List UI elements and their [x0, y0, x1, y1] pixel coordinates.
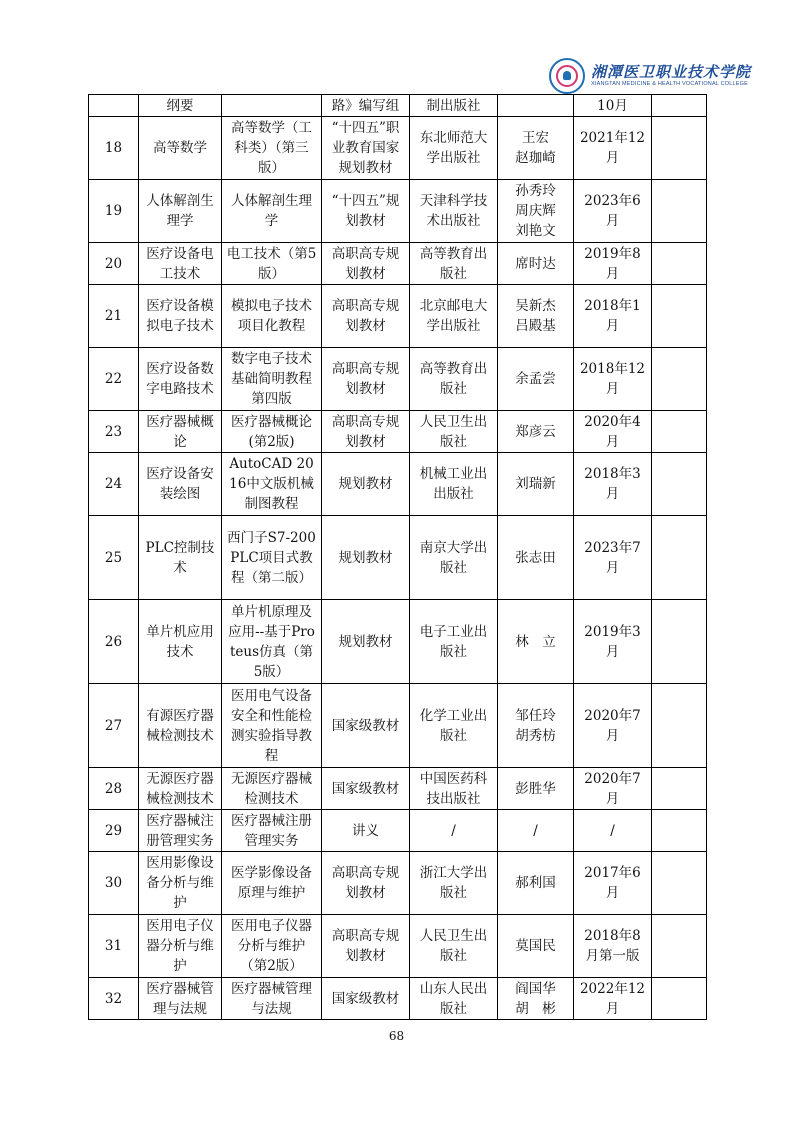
category-cell: 规划教材	[322, 600, 410, 684]
author-cell: 彭胜华	[498, 768, 574, 810]
date-cell: 2022年12月	[574, 978, 652, 1020]
publisher-cell: 制出版社	[410, 95, 498, 117]
category-cell: “十四五”规划教材	[322, 180, 410, 243]
remark-cell	[652, 852, 707, 915]
row-number-cell: 31	[89, 915, 139, 978]
table-row	[89, 453, 707, 516]
category-cell: “十四五”职业教育国家规划教材	[322, 117, 410, 180]
publisher-cell: 中国医药科技出版社	[410, 768, 498, 810]
category-cell: 高职高专规划教材	[322, 285, 410, 348]
course-cell: 医疗设备电工技术	[139, 243, 222, 285]
author-cell: 郝利国	[498, 852, 574, 915]
remark-cell	[652, 411, 707, 453]
textbook-cell: 单片机原理及应用--基于Proteus仿真（第5版）	[222, 600, 322, 684]
category-cell: 高职高专规划教材	[322, 411, 410, 453]
row-number-cell: 22	[89, 348, 139, 411]
author-cell: 刘瑞新	[498, 453, 574, 516]
author-cell: /	[498, 810, 574, 852]
course-cell: 有源医疗器械检测技术	[139, 684, 222, 768]
course-cell: 医疗器械管理与法规	[139, 978, 222, 1020]
table-row	[89, 810, 707, 852]
course-cell: 纲要	[139, 95, 222, 117]
textbook-cell: 医用电气设备安全和性能检测实验指导教程	[222, 684, 322, 768]
publisher-cell: 北京邮电大学出版社	[410, 285, 498, 348]
textbook-cell: AutoCAD 2016中文版机械制图教程	[222, 453, 322, 516]
remark-cell	[652, 348, 707, 411]
category-cell: 规划教材	[322, 516, 410, 600]
table-row	[89, 915, 707, 978]
course-cell: 医用电子仪器分析与维护	[139, 915, 222, 978]
author-cell: 吴新杰 吕殿基	[498, 285, 574, 348]
author-cell: 阎国华 胡 彬	[498, 978, 574, 1020]
publisher-cell: 山东人民出版社	[410, 978, 498, 1020]
category-cell: 高职高专规划教材	[322, 915, 410, 978]
author-cell: 席时达	[498, 243, 574, 285]
author-cell: 王宏 赵珈崎	[498, 117, 574, 180]
row-number-cell: 20	[89, 243, 139, 285]
date-cell: 2021年12月	[574, 117, 652, 180]
row-number-cell: 25	[89, 516, 139, 600]
date-cell: 2019年8月	[574, 243, 652, 285]
category-cell: 高职高专规划教材	[322, 852, 410, 915]
table-row	[89, 243, 707, 285]
textbook-cell	[222, 95, 322, 117]
category-cell: 高职高专规划教材	[322, 243, 410, 285]
textbook-cell: 医疗器械注册管理实务	[222, 810, 322, 852]
course-cell: PLC控制技术	[139, 516, 222, 600]
remark-cell	[652, 180, 707, 243]
author-cell	[498, 95, 574, 117]
remark-cell	[652, 684, 707, 768]
course-cell: 人体解剖生理学	[139, 180, 222, 243]
publisher-cell: /	[410, 810, 498, 852]
course-cell: 无源医疗器械检测技术	[139, 768, 222, 810]
category-cell: 路》编写组	[322, 95, 410, 117]
publisher-cell: 高等教育出版社	[410, 348, 498, 411]
row-number-cell	[89, 95, 139, 117]
publisher-cell: 高等教育出版社	[410, 243, 498, 285]
author-cell: 林 立	[498, 600, 574, 684]
remark-cell	[652, 285, 707, 348]
table-row	[89, 978, 707, 1020]
author-cell: 余孟尝	[498, 348, 574, 411]
date-cell: 2023年6月	[574, 180, 652, 243]
table-row	[89, 600, 707, 684]
page-number: 68	[388, 1029, 405, 1043]
category-cell: 国家级教材	[322, 768, 410, 810]
date-cell: 2018年1月	[574, 285, 652, 348]
row-number-cell: 26	[89, 600, 139, 684]
author-cell: 孙秀玲 周庆辉 刘艳文	[498, 180, 574, 243]
date-cell: 2018年12月	[574, 348, 652, 411]
table-row	[89, 516, 707, 600]
date-cell: 2019年3月	[574, 600, 652, 684]
row-number-cell: 21	[89, 285, 139, 348]
textbook-cell: 医用电子仪器分析与维护（第2版）	[222, 915, 322, 978]
course-cell: 医疗设备模拟电子技术	[139, 285, 222, 348]
date-cell: 2023年7月	[574, 516, 652, 600]
course-cell: 医疗器械注册管理实务	[139, 810, 222, 852]
course-cell: 高等数学	[139, 117, 222, 180]
row-number-cell: 30	[89, 852, 139, 915]
remark-cell	[652, 768, 707, 810]
remark-cell	[652, 117, 707, 180]
table-row	[89, 852, 707, 915]
textbook-cell: 医疗器械管理与法规	[222, 978, 322, 1020]
publisher-cell: 浙江大学出版社	[410, 852, 498, 915]
table-row	[89, 180, 707, 243]
course-cell: 医用影像设备分析与维护	[139, 852, 222, 915]
row-number-cell: 28	[89, 768, 139, 810]
table-row	[89, 117, 707, 180]
row-number-cell: 27	[89, 684, 139, 768]
category-cell: 规划教材	[322, 453, 410, 516]
textbook-cell: 医疗器械概论(第2版)	[222, 411, 322, 453]
college-logo-icon	[549, 58, 585, 94]
table-row	[89, 285, 707, 348]
publisher-cell: 人民卫生出版社	[410, 915, 498, 978]
publisher-cell: 人民卫生出版社	[410, 411, 498, 453]
remark-cell	[652, 453, 707, 516]
remark-cell	[652, 600, 707, 684]
textbook-cell: 模拟电子技术项目化教程	[222, 285, 322, 348]
row-number-cell: 24	[89, 453, 139, 516]
publisher-cell: 化学工业出版社	[410, 684, 498, 768]
category-cell: 国家级教材	[322, 684, 410, 768]
remark-cell	[652, 243, 707, 285]
row-number-cell: 18	[89, 117, 139, 180]
course-cell: 医疗设备数字电路技术	[139, 348, 222, 411]
remark-cell	[652, 978, 707, 1020]
date-cell: 2020年7月	[574, 768, 652, 810]
table-row	[89, 348, 707, 411]
remark-cell	[652, 516, 707, 600]
textbook-cell: 人体解剖生理学	[222, 180, 322, 243]
college-name-cn: 湘潭医卫职业技术学院	[590, 63, 751, 81]
textbook-cell: 医学影像设备原理与维护	[222, 852, 322, 915]
college-name	[591, 64, 751, 88]
table-row	[89, 684, 707, 768]
date-cell: 2017年6月	[574, 852, 652, 915]
author-cell: 莫国民	[498, 915, 574, 978]
date-cell: 2018年8月第一版	[574, 915, 652, 978]
textbook-cell: 无源医疗器械检测技术	[222, 768, 322, 810]
textbook-cell: 西门子S7-200PLC项目式教程（第二版）	[222, 516, 322, 600]
course-cell: 医疗设备安装绘图	[139, 453, 222, 516]
table-row	[89, 95, 707, 117]
publisher-cell: 天津科学技术出版社	[410, 180, 498, 243]
course-cell: 单片机应用技术	[139, 600, 222, 684]
college-name-en: XIANGTAN MEDICINE & HEALTH VOCATIONAL COLLEGE	[590, 81, 749, 87]
author-cell: 郑彦云	[498, 411, 574, 453]
publisher-cell: 南京大学出版社	[410, 516, 498, 600]
row-number-cell: 32	[89, 978, 139, 1020]
remark-cell	[652, 810, 707, 852]
publisher-cell: 机械工业出出版社	[410, 453, 498, 516]
row-number-cell: 19	[89, 180, 139, 243]
date-cell: /	[574, 810, 652, 852]
date-cell: 2020年4月	[574, 411, 652, 453]
textbook-cell: 数字电子技术基础简明教程第四版	[222, 348, 322, 411]
table-row	[89, 768, 707, 810]
page-header	[549, 58, 751, 94]
author-cell: 张志田	[498, 516, 574, 600]
date-cell: 10月	[574, 95, 652, 117]
textbook-cell: 高等数学（工科类）（第三版）	[222, 117, 322, 180]
publisher-cell: 电子工业出版社	[410, 600, 498, 684]
category-cell: 讲义	[322, 810, 410, 852]
category-cell: 高职高专规划教材	[322, 348, 410, 411]
author-cell: 邹任玲 胡秀枋	[498, 684, 574, 768]
textbook-table-body	[89, 95, 707, 1020]
publisher-cell: 东北师范大学出版社	[410, 117, 498, 180]
date-cell: 2018年3月	[574, 453, 652, 516]
course-cell: 医疗器械概论	[139, 411, 222, 453]
category-cell: 国家级教材	[322, 978, 410, 1020]
textbook-cell: 电工技术（第5版）	[222, 243, 322, 285]
date-cell: 2020年7月	[574, 684, 652, 768]
row-number-cell: 29	[89, 810, 139, 852]
table-row	[89, 411, 707, 453]
remark-cell	[652, 95, 707, 117]
row-number-cell: 23	[89, 411, 139, 453]
remark-cell	[652, 915, 707, 978]
textbook-table	[88, 94, 707, 1020]
